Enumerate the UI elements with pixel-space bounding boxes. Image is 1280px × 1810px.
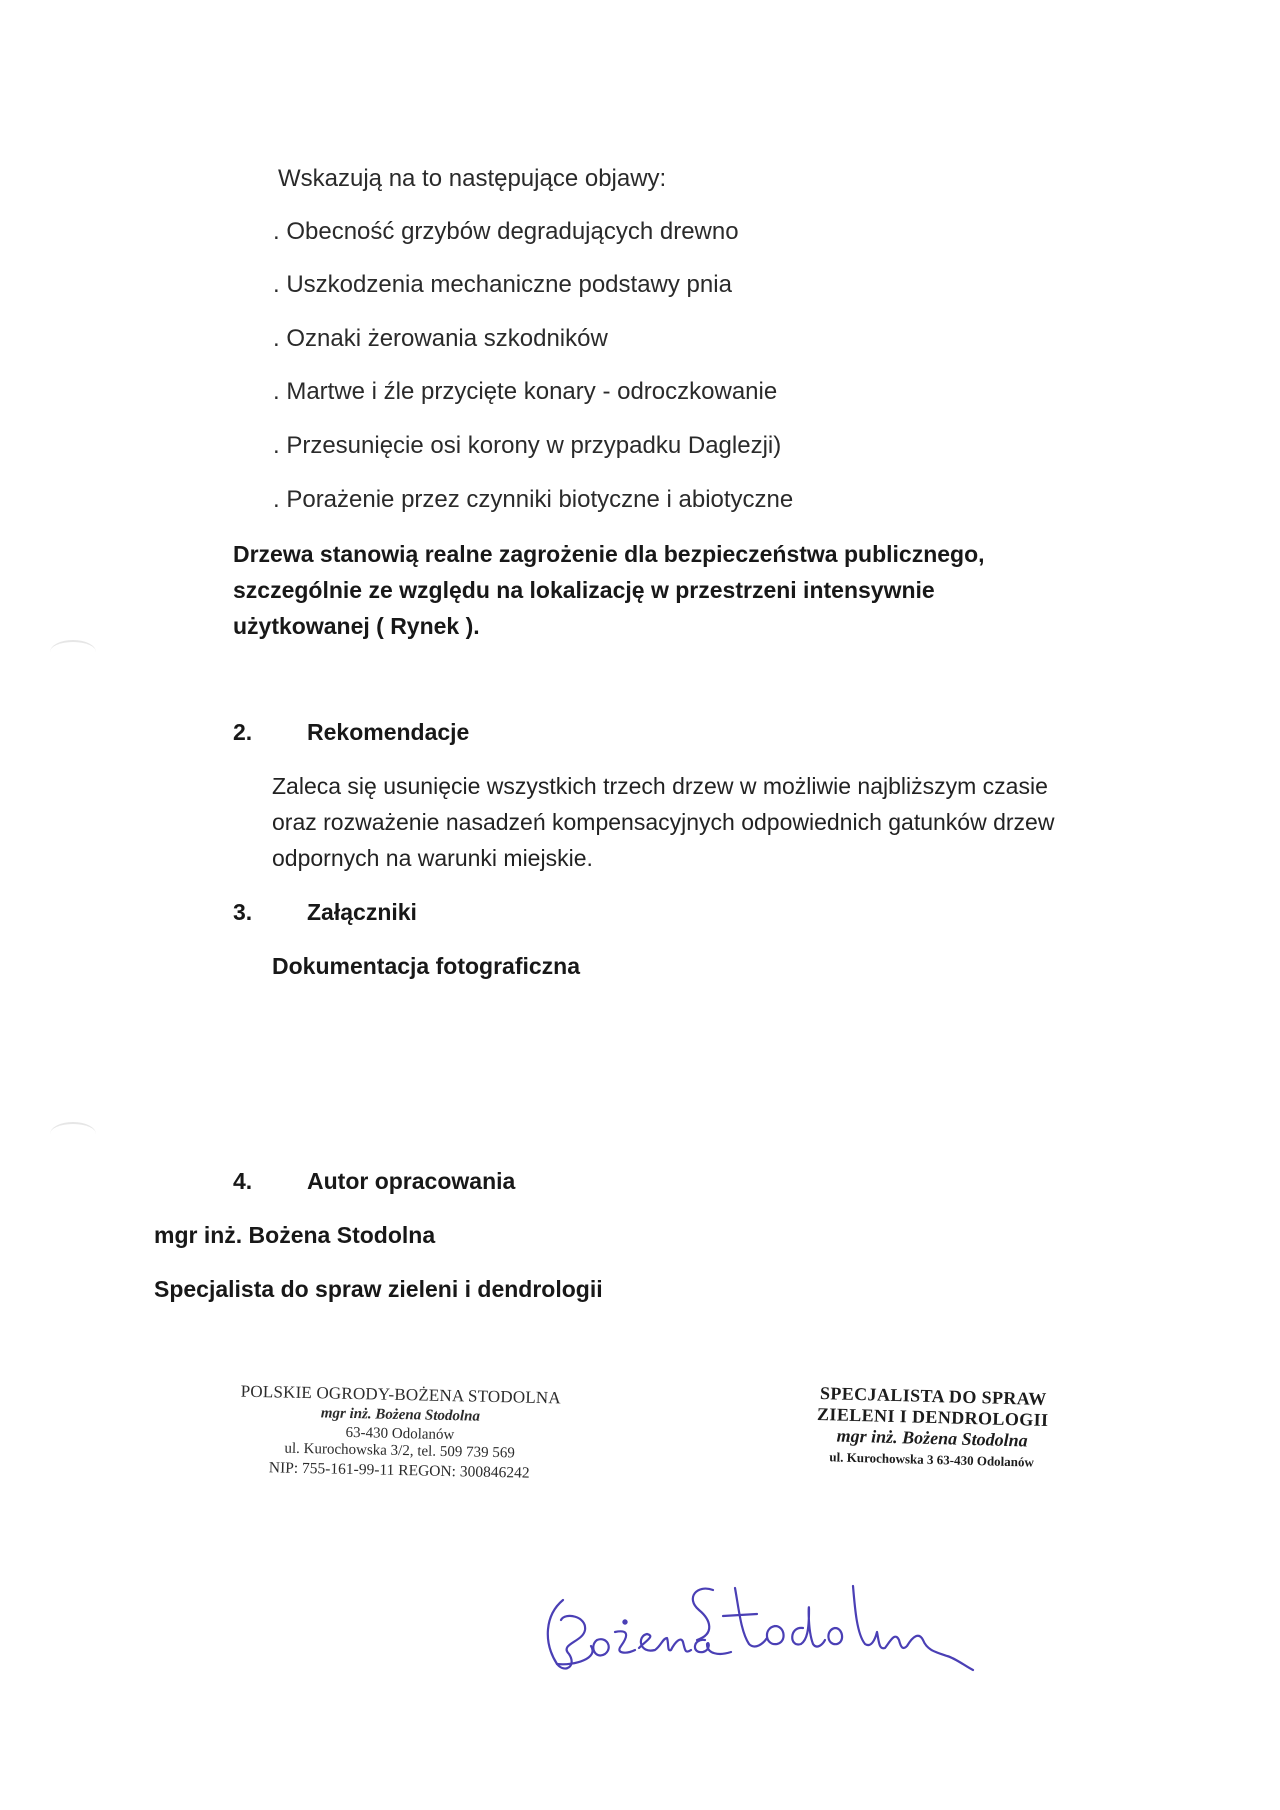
symptom-item: . Obecność grzybów degradujących drewno [273,218,739,245]
specialist-stamp [789,1382,1076,1471]
stamp-company-name: POLSKIE OGRODY-BOŻENA STODOLNA [240,1381,562,1408]
stamp-ids: NIP: 755-161-99-11 REGON: 300846242 [268,1459,530,1482]
recommendation-line: oraz rozważenie nasadzeń kompensacyjnych odpowiednich gatunków drzew [272,809,1055,835]
warning-line: użytkowanej ( Rynek ). [233,613,480,639]
section-number: 4. [233,1168,253,1194]
symptoms-intro: Wskazują na to następujące objawy: [278,165,667,192]
stamp-title-line: ZIELENI I DENDROLOGII [816,1403,1049,1431]
stamp-title-line: SPECJALISTA DO SPRAW [819,1383,1047,1409]
punch-hole-mark [50,640,96,664]
section-number: 2. [233,719,253,745]
attachment-item: Dokumentacja fotograficzna [272,953,580,979]
author-role: Specjalista do spraw zieleni i dendrologii [154,1276,603,1302]
symptom-item: . Oznaki żerowania szkodników [273,325,608,352]
stamp-person: mgr inż. Bożena Stodolna [320,1405,481,1425]
symptom-item: . Martwe i źle przycięte konary - odroczkowanie [273,378,778,405]
stamp-address: ul. Kurochowska 3 63-430 Odolanów [829,1449,1035,1470]
symptom-item: . Porażenie przez czynniki biotyczne i abiotyczne [273,486,794,513]
section-title: Autor opracowania [307,1168,516,1194]
punch-hole-mark [50,1122,96,1146]
handwritten-signature [535,1570,995,1680]
section-title: Załączniki [307,899,417,925]
recommendation-line: odpornych na warunki miejskie. [272,845,593,871]
company-stamp [229,1381,571,1483]
section-number: 3. [233,899,253,925]
stamp-street-phone: ul. Kurochowska 3/2, tel. 509 739 569 [284,1440,515,1462]
warning-line: szczególnie ze względu na lokalizację w przestrzeni intensywnie [233,577,935,603]
symptom-item: . Uszkodzenia mechaniczne podstawy pnia [273,271,732,298]
stamp-person: mgr inż. Bożena Stodolna [836,1425,1028,1451]
section-title: Rekomendacje [307,719,470,745]
warning-line: Drzewa stanowią realne zagrożenie dla bezpieczeństwa publicznego, [233,541,985,567]
stamp-postal: 63-430 Odolanów [345,1424,455,1444]
symptom-item: . Przesunięcie osi korony w przypadku Daglezji) [273,432,782,459]
recommendation-line: Zaleca się usunięcie wszystkich trzech drzew w możliwie najbliższym czasie [272,773,1048,799]
author-name: mgr inż. Bożena Stodolna [154,1222,436,1248]
